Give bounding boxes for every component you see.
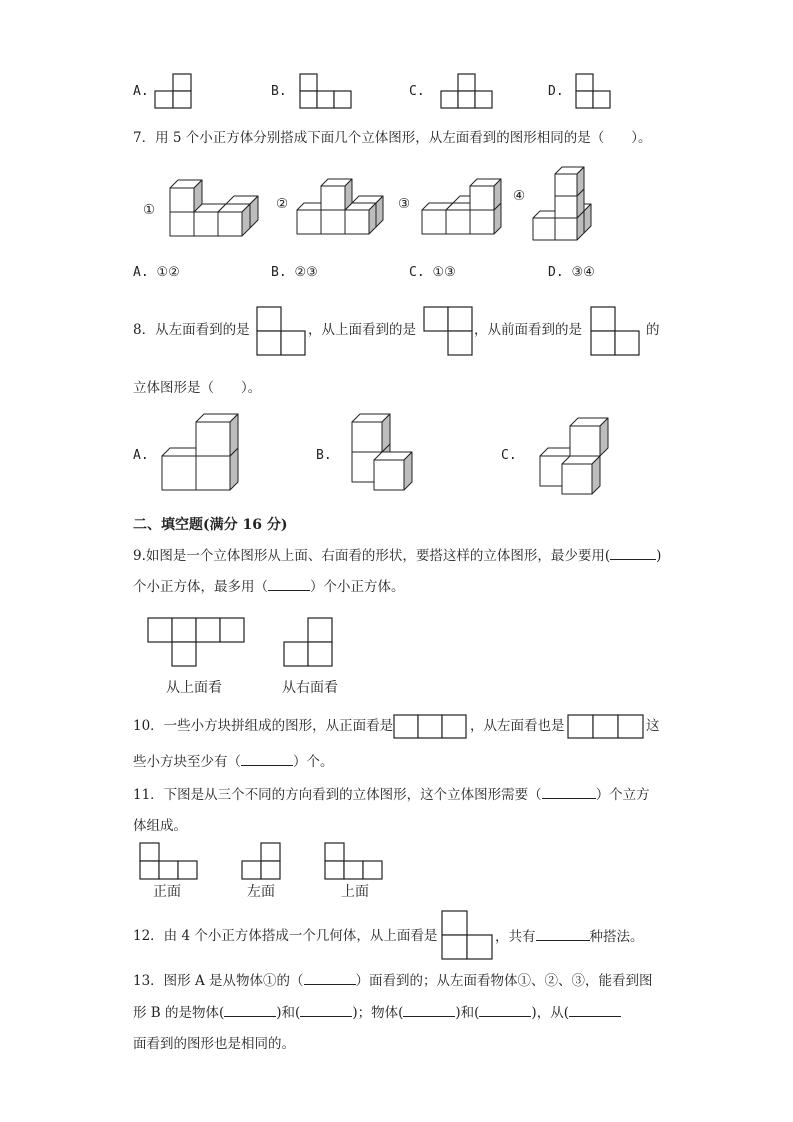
q8-option-a-cubes bbox=[160, 414, 240, 494]
q7-figure-3-label: ③ bbox=[398, 196, 411, 212]
q9-top-view-figure bbox=[147, 617, 245, 667]
q10-line2-end: ）个。 bbox=[293, 754, 334, 770]
q13-blank-object-1[interactable] bbox=[224, 1002, 276, 1017]
q11-caption-front: 正面 bbox=[153, 884, 181, 900]
q7-figure-2-label: ② bbox=[276, 196, 289, 212]
q13-blank-direction[interactable] bbox=[304, 970, 356, 985]
q7-figure-1-label: ① bbox=[143, 202, 156, 218]
q13-line2-a: 形 B 的是物体( bbox=[133, 1005, 225, 1021]
q11-front-view-figure bbox=[139, 842, 199, 880]
q8-option-b-label: B. bbox=[316, 448, 332, 463]
q9-line1 bbox=[133, 545, 661, 566]
q8-left-view-figure bbox=[256, 306, 306, 356]
q10-blank-count[interactable] bbox=[241, 751, 293, 766]
q7-figure-3-cubes bbox=[420, 180, 502, 238]
q6-option-a-label: A. bbox=[133, 84, 149, 99]
q6-option-c-label: C. bbox=[409, 84, 425, 99]
q12-text-part2: ，共有 bbox=[495, 929, 536, 945]
q13-line3: 面看到的图形也是相同的。 bbox=[133, 1036, 295, 1052]
q7-option-a: A. ①② bbox=[133, 265, 180, 280]
q11-line1 bbox=[133, 784, 650, 805]
q10-left-view-figure bbox=[567, 714, 645, 739]
q10-text-part3: 这 bbox=[646, 718, 660, 734]
q6-option-c-figure bbox=[439, 72, 495, 110]
q8-text-part3: ，从前面看到的是 bbox=[474, 322, 582, 338]
q9-line2-end: ）个小正方体。 bbox=[310, 579, 405, 595]
q9-line2-text: 个小正方体，最多用（ bbox=[133, 579, 268, 595]
q9-line2 bbox=[133, 576, 405, 597]
q13-blank-direction-2[interactable] bbox=[569, 1002, 621, 1017]
section-2-title: 二、填空题(满分 16 分) bbox=[133, 517, 288, 533]
q7-figure-4-label: ④ bbox=[513, 188, 526, 204]
cube bbox=[170, 180, 202, 212]
cube bbox=[218, 204, 250, 236]
q11-caption-top: 上面 bbox=[341, 884, 369, 900]
q13-line2-b: )和( bbox=[276, 1005, 301, 1021]
q10-line2 bbox=[133, 751, 334, 772]
q6-option-d-figure bbox=[574, 72, 614, 110]
cube bbox=[570, 418, 608, 456]
cube bbox=[196, 414, 238, 456]
q11-blank-count[interactable] bbox=[542, 784, 596, 799]
q7-figure-2-cubes bbox=[293, 170, 379, 238]
cube bbox=[374, 452, 412, 490]
q11-caption-left: 左面 bbox=[247, 884, 275, 900]
cube bbox=[562, 456, 600, 494]
q11-line2: 体组成。 bbox=[133, 818, 187, 834]
q13-line1 bbox=[133, 970, 653, 991]
q9-line1-close: ) bbox=[656, 548, 662, 564]
q10-front-view-figure bbox=[393, 714, 469, 739]
q8-option-c-label: C. bbox=[501, 448, 517, 463]
q7-question-text: 7．用 5 个小正方体分别搭成下面几个立体图形，从左面看到的图形相同的是（ ）。 bbox=[133, 130, 652, 146]
cube bbox=[321, 179, 352, 210]
q13-line2-c: )；物体( bbox=[352, 1005, 404, 1021]
q10-line2-text: 些小方块至少有（ bbox=[133, 754, 241, 770]
q13-line2-d: )和( bbox=[455, 1005, 480, 1021]
cube bbox=[555, 167, 584, 196]
q10-text-part1: 10．一些小方块拼组成的图形，从正面看是 bbox=[133, 718, 394, 734]
q9-caption-top: 从上面看 bbox=[166, 680, 222, 696]
q12-line-end bbox=[495, 926, 644, 947]
q8-option-c-cubes bbox=[530, 420, 604, 496]
q8-option-b-cubes bbox=[342, 416, 412, 494]
q13-line1-text: 13．图形 A 是从物体①的（ bbox=[133, 973, 304, 989]
q7-option-c: C. ①③ bbox=[409, 265, 456, 280]
q12-top-view-figure bbox=[441, 910, 493, 960]
q13-line1-end: ）面看到的；从左面看物体①、②、③，能看到图 bbox=[355, 973, 653, 989]
q13-line2 bbox=[133, 1002, 621, 1023]
q9-right-view-figure bbox=[283, 617, 333, 667]
q11-line1-text: 11．下图是从三个不同的方向看到的立体图形，这个立体图形需要（ bbox=[133, 787, 542, 803]
q8-front-view-figure bbox=[590, 306, 640, 356]
q13-blank-object-4[interactable] bbox=[479, 1002, 531, 1017]
q11-left-view-figure bbox=[241, 842, 283, 880]
cube bbox=[470, 179, 501, 210]
q9-line1-text: 9.如图是一个立体图形从上面、右面看的形状，要搭这样的立体图形，最少要用( bbox=[133, 548, 611, 564]
q12-blank-count[interactable] bbox=[536, 926, 590, 941]
q11-top-view-figure bbox=[324, 842, 384, 880]
q7-option-b: B. ②③ bbox=[271, 265, 318, 280]
q8-text-part4: 的 bbox=[646, 322, 660, 338]
q13-line2-e: )，从( bbox=[531, 1005, 569, 1021]
q7-option-d: D. ③④ bbox=[548, 265, 595, 280]
q6-option-a-figure bbox=[153, 72, 193, 110]
q13-blank-object-2[interactable] bbox=[300, 1002, 352, 1017]
q6-option-b-figure bbox=[298, 72, 354, 110]
q7-figure-4-cubes bbox=[531, 164, 601, 244]
q11-line1-end: ）个立方 bbox=[595, 787, 650, 803]
q10-text-part2: ，从左面看也是 bbox=[470, 718, 565, 734]
q8-text-part1: 8．从左面看到的是 bbox=[133, 322, 250, 338]
q9-blank-max[interactable] bbox=[268, 576, 310, 591]
q12-text-part1: 12．由 4 个小正方体搭成一个几何体，从上面看是 bbox=[133, 928, 438, 944]
q8-text-line2: 立体图形是（ ）。 bbox=[133, 380, 262, 396]
q8-top-view-figure bbox=[423, 306, 473, 356]
q6-option-b-label: B. bbox=[271, 84, 287, 99]
q9-caption-right: 从右面看 bbox=[282, 680, 338, 696]
cube bbox=[352, 414, 390, 452]
q8-option-a-label: A. bbox=[133, 448, 149, 463]
q12-text-part3: 种搭法。 bbox=[589, 929, 644, 945]
q6-option-d-label: D. bbox=[548, 84, 564, 99]
q9-blank-min[interactable] bbox=[610, 545, 656, 560]
q13-blank-object-3[interactable] bbox=[403, 1002, 455, 1017]
cube bbox=[345, 203, 376, 234]
q7-figure-1-cubes bbox=[160, 172, 260, 238]
q8-text-part2: ，从上面看到的是 bbox=[308, 322, 416, 338]
